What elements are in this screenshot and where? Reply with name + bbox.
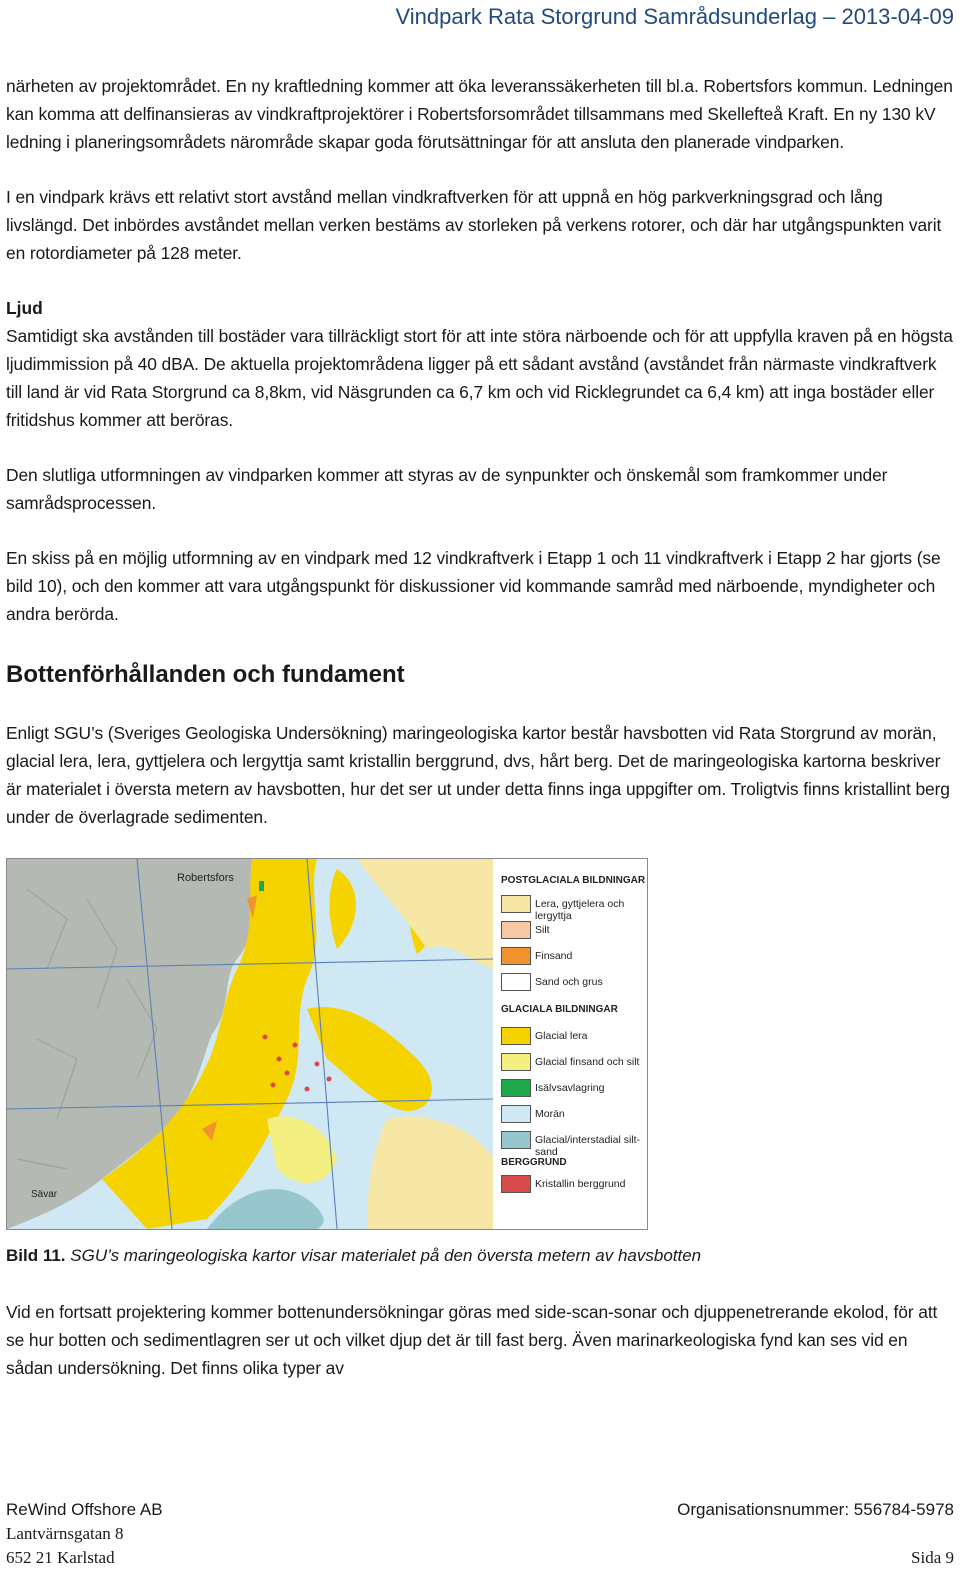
- legend-label: Glacial finsand och silt: [535, 1056, 640, 1068]
- footer-company: ReWind Offshore AB: [6, 1500, 163, 1519]
- footer-street: Lantvärnsgatan 8: [6, 1524, 124, 1543]
- legend-swatch: [501, 1175, 531, 1193]
- legend-group-glacial: GLACIALA BILDNINGAR: [501, 1004, 618, 1015]
- paragraph: Enligt SGU’s (Sveriges Geologiska Undersökning) maringeologiska kartor består havsbotten vid Rata Storgrund av morän, glacial lera, lera, gyttjelera och lergyttja samt kristallin berggrund, dvs, hårt berg. Det de maringeologiska kartorna beskriver är materialet i översta metern av havsbotten, hur det ser ut under detta finns inga uppgifter om. Troligtvis finns kristallint berg under de överlagrade sedimenten.: [6, 723, 950, 827]
- paragraph: I en vindpark krävs ett relativt stort avstånd mellan vindkraftverken för att uppnå en hög parkverkningsgrad och lång livslängd. Det inbördes avståndet mellan verken bestäms av storleken på verkens rotorer, och där har utgångspunkten varit en rotordiameter på 128 meter.: [6, 187, 942, 263]
- footer-city: 652 21 Karlstad: [6, 1548, 115, 1567]
- legend-label: Glacial lera: [535, 1030, 588, 1042]
- footer-org-number: Organisationsnummer: 556784-5978: [677, 1500, 954, 1519]
- page-footer: [6, 1498, 954, 1570]
- legend-swatch: [501, 1027, 531, 1045]
- map-label-robertsfors: Robertsfors: [177, 872, 234, 884]
- legend-label: Kristallin berggrund: [535, 1178, 626, 1190]
- paragraph: En skiss på en möjlig utformning av en vindpark med 12 vindkraftverk i Etapp 1 och 11 vindkraftverk i Etapp 2 har gjorts (se bild 10), och den kommer att vara utgångspunkt för diskussioner vid kommande samråd med närboende, myndigheter och andra berörda.: [6, 548, 941, 624]
- map-graphic: [7, 859, 493, 1229]
- legend-label: Isälvsavlagring: [535, 1082, 605, 1094]
- section-heading: Bottenförhållanden och fundament: [6, 661, 405, 688]
- map-label-savar: Sävar: [31, 1189, 58, 1200]
- legend-label: Finsand: [535, 950, 573, 962]
- legend-swatch: [501, 1053, 531, 1071]
- document-body: [6, 72, 954, 1409]
- legend-swatch: [501, 1105, 531, 1123]
- legend-swatch: [501, 921, 531, 939]
- legend-label: Morän: [535, 1108, 565, 1120]
- caption-text: SGU’s maringeologiska kartor visar materialet på den översta metern av havsbotten: [70, 1246, 702, 1265]
- paragraph: Samtidigt ska avstånden till bostäder vara tillräckligt stort för att inte störa närboende och för att uppfylla kraven på en högsta ljudimmission på 40 dBA. De aktuella projektområdena ligger på ett sådant avstånd (avståndet från närmaste vindkraftverk till land är vid Rata Storgrund ca 8,8km, vid Näsgrunden ca 6,7 km och vid Ricklegrundet ca 6,4 km) att inga bostäder eller fritidshus kommer att beröras.: [6, 326, 953, 430]
- page-header: Vindpark Rata Storgrund Samrådsunderlag – 2013-04-09: [395, 4, 954, 29]
- legend-swatch: [501, 1131, 531, 1149]
- geology-map-figure: [6, 858, 648, 1230]
- legend-swatch: [501, 947, 531, 965]
- legend-group-postglacial: POSTGLACIALA BILDNINGAR: [501, 875, 646, 886]
- legend-swatch: [501, 895, 531, 913]
- subheading-ljud: Ljud: [6, 298, 43, 318]
- figure-caption: [6, 1244, 954, 1268]
- geology-map: [7, 859, 493, 1229]
- map-legend: [495, 859, 647, 1229]
- paragraph: närheten av projektområdet. En ny kraftledning kommer att öka leveranssäkerheten till bl.a. Robertsfors kommun. Ledningen kan komma att delfinansieras av vindkraftprojektörer i Robertsforsområdet tillsammans med Skellefteå Kraft. En ny 130 kV ledning i planeringsområdets närområde skapar goda förutsättningar för att ansluta den planerade vindparken.: [6, 76, 953, 152]
- paragraph: Den slutliga utformningen av vindparken kommer att styras av de synpunkter och önskemål som framkommer under samrådsprocessen.: [6, 465, 888, 513]
- legend-label: Sand och grus: [535, 976, 603, 988]
- legend-group-bedrock: BERGGRUND: [501, 1157, 567, 1168]
- legend-swatch: [501, 1079, 531, 1097]
- caption-label: Bild 11.: [6, 1246, 66, 1265]
- legend-label: Silt: [535, 924, 550, 936]
- legend-label: Lera, gyttjelera och lergyttja: [535, 898, 625, 922]
- legend-label: Glacial/interstadial silt-sand: [535, 1134, 641, 1158]
- paragraph: Vid en fortsatt projektering kommer bottenundersökningar göras med side-scan-sonar och djuppenetrerande ekolod, för att se hur botten och sedimentlagren ser ut och vilket djup det är till fast berg. Även marinarkeologiska fynd kan ses vid en sådan undersökning. Det finns olika typer av: [6, 1302, 938, 1378]
- footer-page-number: Sida 9: [911, 1548, 954, 1567]
- legend-swatch: [501, 973, 531, 991]
